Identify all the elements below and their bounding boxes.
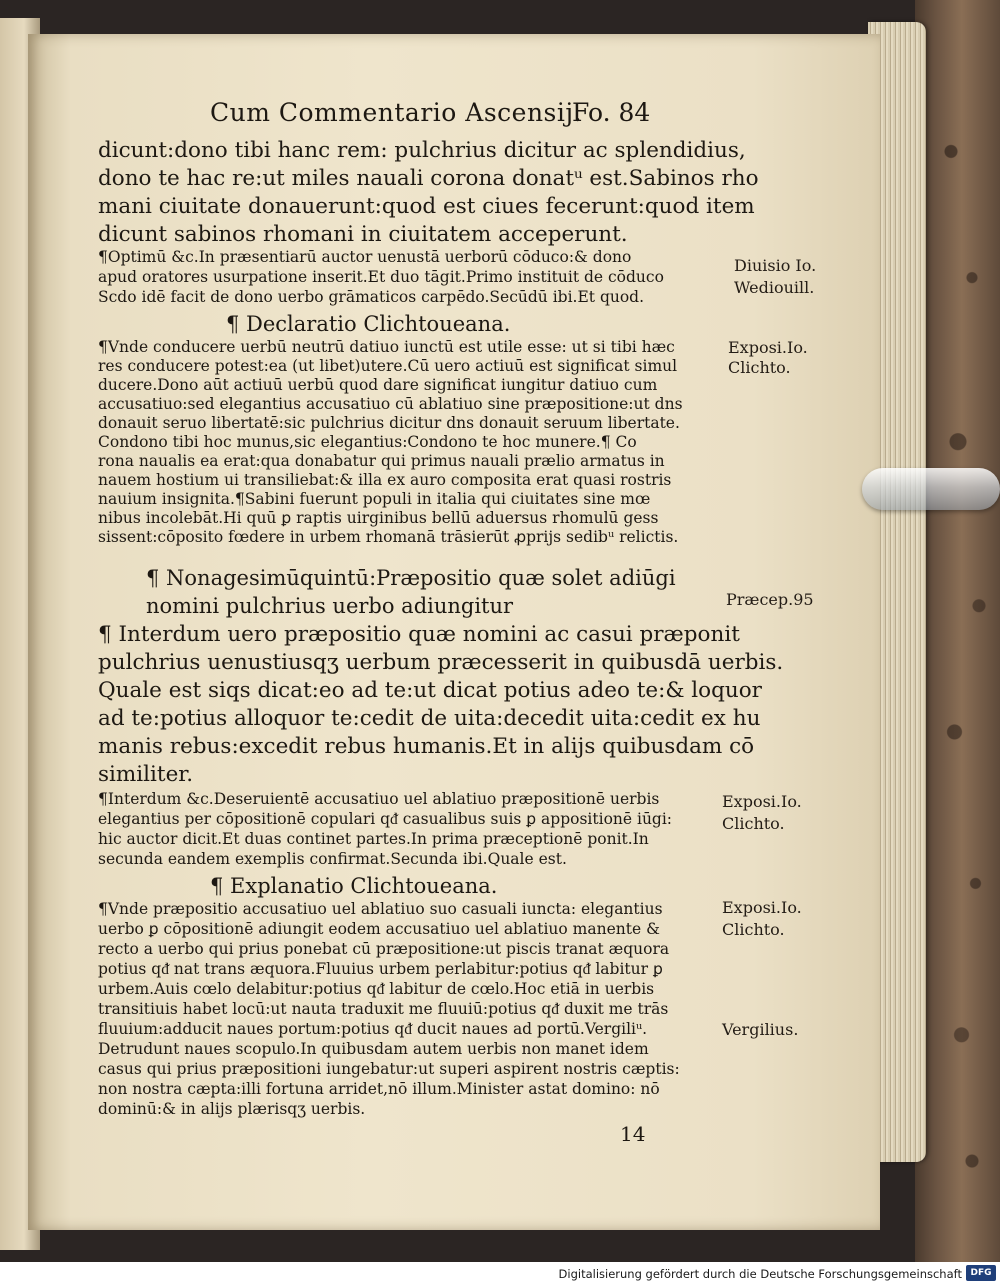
commentary-line: nauium insignita.¶Sabini fuerunt populi in italia qui ciuitates sine mœ	[98, 490, 651, 508]
commentary-line: apud oratores usurpatione inserit.Et duo tāgit.Primo instituit de cōduco	[98, 268, 664, 286]
commentary-line: nauem hostium ui transiliebat:& illa ex auro composita erat quasi rostris	[98, 471, 672, 489]
commentary-line: rona naualis ea erat:qua donabatur qui primus nauali prælio armatus in	[98, 452, 665, 470]
cover-stains	[930, 0, 1000, 1262]
commentary-line: fluuium:adducit naues portum:potius qᵭ ducit naues ad portū.Vergiliᵘ.	[98, 1020, 648, 1038]
signature-mark: 14	[620, 1122, 646, 1146]
folio-number: Fo. 84	[572, 98, 651, 127]
dfg-logo: DFG	[966, 1265, 996, 1281]
commentary-line: res conducere potest:ea (ut libet)utere.Cū uero actiuū est significat simul	[98, 357, 678, 375]
commentary-line: secunda eandem exemplis confirmat.Secunda ibi.Quale est.	[98, 850, 567, 868]
section-heading: ¶ Declaratio Clichtoueana.	[226, 312, 511, 336]
commentary-line: uerbo ꝑ cōpositionē adiungit eodem accusatiuo uel ablatiuo manente &	[98, 920, 660, 938]
commentary-line: accusatiuo:sed elegantius accusatiuo cū ablatiuo sine præpositione:ut dns	[98, 395, 683, 413]
funding-credit: Digitalisierung gefördert durch die Deutsche Forschungsgemeinschaft	[558, 1267, 962, 1281]
commentary-line: urbem.Auis cœlo delabitur:potius qᵭ labitur de cœlo.Hoc etiā in uerbis	[98, 980, 655, 998]
commentary-line: dominū:& in alijs plærisqʒ uerbis.	[98, 1100, 366, 1118]
marginal-note: Præcep.95	[726, 590, 814, 609]
commentary-line: sissent:cōposito fœdere in urbem rhomanā trāsierūt ꝓprijs sedibᵘ relictis.	[98, 528, 679, 546]
text-line: mani ciuitate donauerunt:quod est ciues fecerunt:quod item	[98, 194, 755, 219]
marginal-note: Clichto.	[728, 358, 791, 377]
running-header: Cum Commentario Ascensij.	[210, 98, 583, 127]
commentary-line: casus qui prius præpositioni iungebatur:ut superi aspirent nostris cæptis:	[98, 1060, 680, 1078]
commentary-line: potius qᵭ nat trans æquora.Fluuius urbem perlabitur:potius qᵭ labitur ꝑ	[98, 960, 663, 978]
precept-heading: ¶ Nonagesimūquintū:Præpositio quæ solet adiūgi	[146, 566, 676, 590]
marginal-note: Clichto.	[722, 814, 785, 833]
commentary-line: recto a uerbo qui prius ponebat cū præpositione:ut piscis tranat æquora	[98, 940, 670, 958]
commentary-line: Condono tibi hoc munus,sic elegantius:Condono te hoc munere.¶ Co	[98, 433, 637, 451]
glass-page-weight	[862, 468, 1000, 510]
marginal-note: Exposi.Io.	[722, 898, 802, 917]
marginal-note: Clichto.	[722, 920, 785, 939]
digitization-footer	[0, 1262, 1000, 1285]
marginal-note: Exposi.Io.	[728, 338, 808, 357]
commentary-line: Scdo idē facit de dono uerbo grāmaticos carpēdo.Secūdū ibi.Et quod.	[98, 288, 645, 306]
marginal-note: Wediouill.	[734, 278, 815, 297]
text-line: pulchrius uenustiusqʒ uerbum præcesserit in quibusdā uerbis.	[98, 650, 784, 675]
text-line: dicunt:dono tibi hanc rem: pulchrius dicitur ac splendidius,	[98, 138, 746, 163]
commentary-line: donauit seruo libertatē:sic pulchrius dicitur dns donauit seruum libertate.	[98, 414, 680, 432]
commentary-line: nibus incolebāt.Hi quū ꝑ raptis uirginibus bellū aduersus rhomulū gess	[98, 509, 659, 527]
text-line: ¶ Interdum uero præpositio quæ nomini ac casui præponit	[98, 622, 740, 647]
text-line: Quale est siqs dicat:eo ad te:ut dicat potius adeo te:& loquor	[98, 678, 762, 703]
marginal-note: Vergilius.	[722, 1020, 799, 1039]
precept-heading: nomini pulchrius uerbo adiungitur	[146, 594, 514, 618]
text-line: dono te hac re:ut miles nauali corona donatᵘ est.Sabinos rho	[98, 166, 759, 191]
section-heading: ¶ Explanatio Clichtoueana.	[210, 874, 498, 898]
commentary-line: non nostra cæpta:illi fortuna arridet,nō illum.Minister astat domino: nō	[98, 1080, 660, 1098]
commentary-line: ducere.Dono aūt actiuū uerbū quod dare significat iungitur datiuo cum	[98, 376, 658, 394]
text-line: dicunt sabinos rhomani in ciuitatem acceperunt.	[98, 222, 628, 247]
commentary-line: ¶Vnde præpositio accusatiuo uel ablatiuo suo casuali iuncta: elegantius	[98, 900, 663, 918]
marginal-note: Diuisio Io.	[734, 256, 817, 275]
commentary-line: Detrudunt naues scopulo.In quibusdam autem uerbis non manet idem	[98, 1040, 649, 1058]
text-line: manis rebus:excedit rebus humanis.Et in alijs quibusdam cō	[98, 734, 755, 759]
commentary-line: ¶Interdum &c.Deseruientē accusatiuo uel ablatiuo præpositionē uerbis	[98, 790, 660, 808]
commentary-line: transitiuis habet locū:ut nauta traduxit me fluuiū:potius qᵭ duxit me trās	[98, 1000, 669, 1018]
text-line: ad te:potius alloquor te:cedit de uita:decedit uita:cedit ex hu	[98, 706, 761, 731]
commentary-line: elegantius per cōpositionē copulari qᵭ casualibus suis ꝑ appositionē iūgi:	[98, 810, 673, 828]
commentary-line: hic auctor dicit.Et duas continet partes.In prima præceptionē ponit.In	[98, 830, 649, 848]
commentary-line: ¶Optimū &c.In præsentiarū auctor uenustā uerborū cōduco:& dono	[98, 248, 632, 266]
commentary-line: ¶Vnde conducere uerbū neutrū datiuo iunctū est utile esse: ut si tibi hæc	[98, 338, 675, 356]
marginal-note: Exposi.Io.	[722, 792, 802, 811]
text-line: similiter.	[98, 762, 194, 787]
